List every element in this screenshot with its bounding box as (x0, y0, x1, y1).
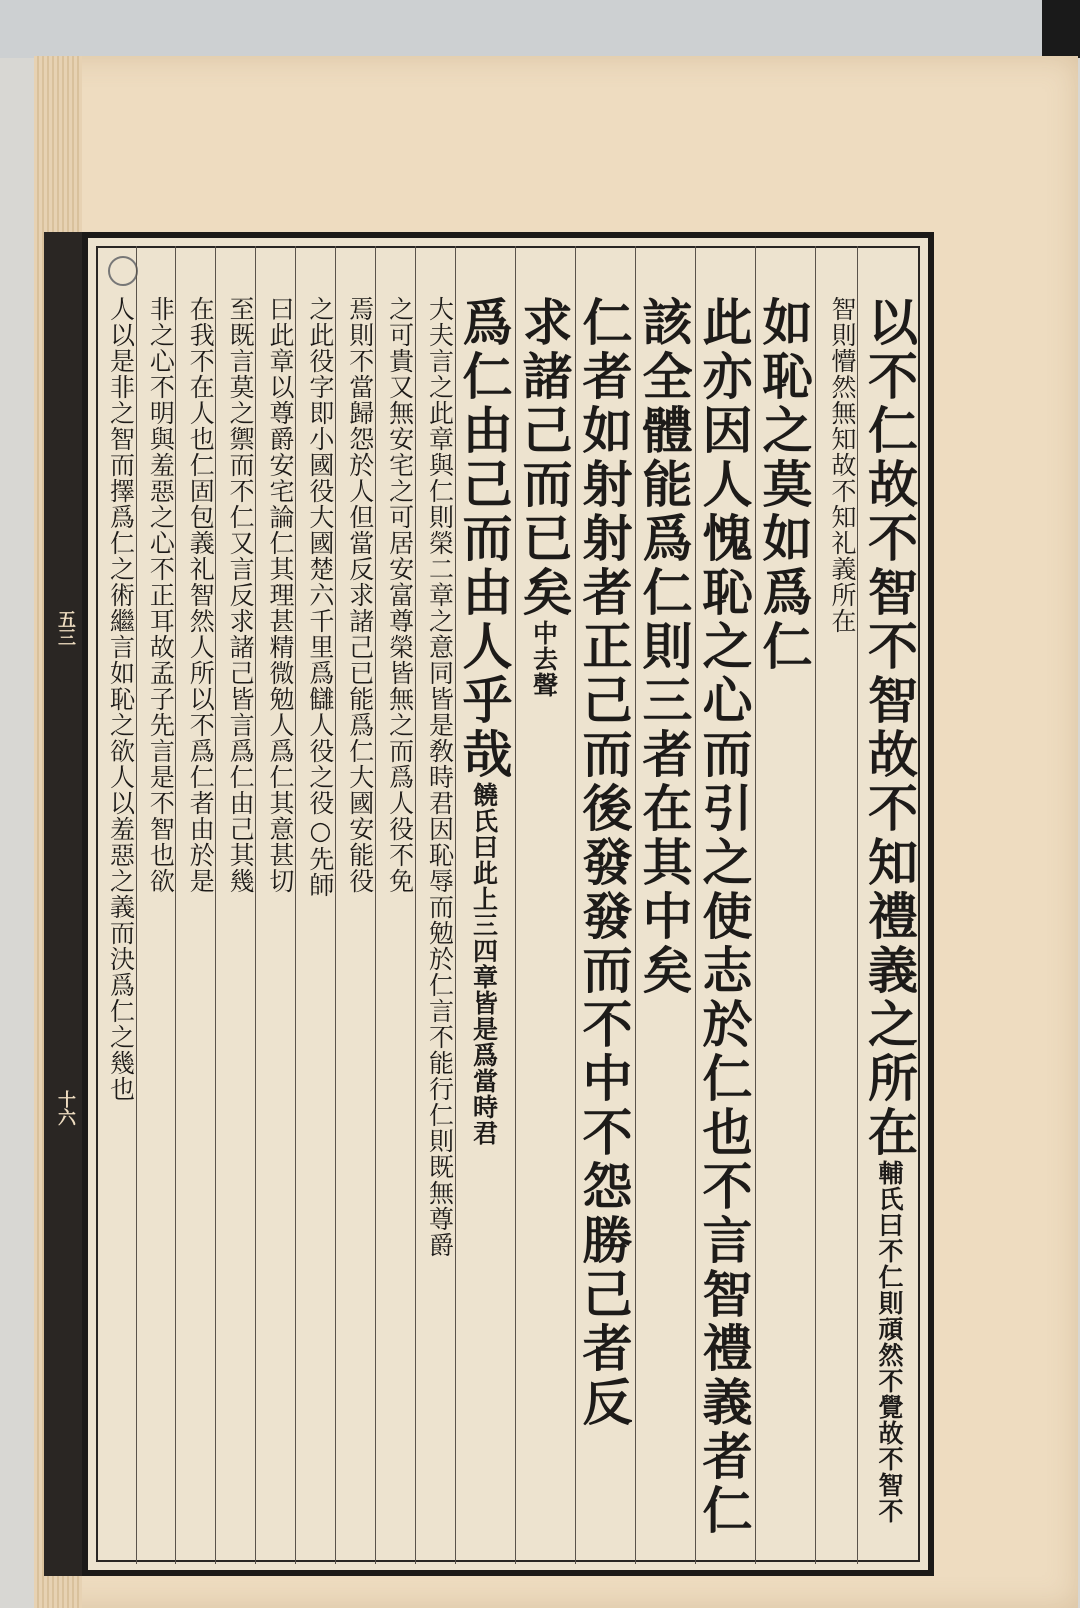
column-10-text: 之可貴又無安宅之可居安富尊榮皆無之而爲人役不免 (385, 296, 415, 894)
fishtail-margin (44, 232, 82, 1576)
column-5-text: 該全體能爲仁則三者在其中矣 (634, 296, 694, 998)
column-12-text: 之此役字即小國役大國楚六千里爲讎人役之役○先師 (305, 296, 335, 898)
column-17 (96, 246, 136, 1564)
column-17-text: 人以是非之智而擇爲仁之術繼言如恥之欲人以羞惡之義而決爲仁之幾也 (106, 296, 136, 1102)
column-16 (136, 246, 176, 1564)
text-columns (96, 246, 920, 1564)
column-5 (635, 246, 695, 1564)
column-6-text: 仁者如射射者正己而後發發而不中不怨勝己者反 (574, 296, 634, 1430)
column-8-note: 饒氏曰此上三四章皆是爲當時君 (469, 782, 499, 1146)
column-13 (255, 246, 295, 1564)
column-7-text: 求諸己而已矣 (514, 296, 574, 620)
column-7-note: 中去聲 (529, 620, 559, 698)
column-1-note: 輔氏曰不仁則頑然不覺故不智不 (875, 1160, 904, 1524)
column-2-text: 智則懵然無知故不知礼義所在 (828, 296, 857, 634)
column-1-text: 以不仁故不智不智故不知禮義之所在 (860, 296, 919, 1160)
column-3-text: 如恥之莫如爲仁 (754, 296, 814, 674)
column-9-text: 大夫言之此章與仁則榮二章之意同皆是敎時君因恥辱而勉於仁言不能行仁則既無尊爵 (425, 296, 455, 1258)
column-9 (415, 246, 455, 1564)
column-13-text: 曰此章以尊爵安宅論仁其理甚精微勉人爲仁其意甚切 (266, 296, 295, 894)
column-14 (215, 246, 255, 1564)
scanner-background (0, 0, 1080, 58)
column-4-text: 此亦因人愧恥之心而引之使志於仁也不言智禮義者仁 (694, 296, 754, 1538)
column-7 (515, 246, 575, 1564)
fold-marker: 十六 (55, 1090, 76, 1126)
column-15 (175, 246, 215, 1564)
scanner-edge (1042, 0, 1080, 58)
column-8 (455, 246, 515, 1564)
column-12 (295, 246, 335, 1564)
column-11 (335, 246, 375, 1564)
column-1 (857, 246, 920, 1564)
column-8-text: 爲仁由己而由人乎哉 (454, 296, 514, 782)
column-3 (755, 246, 815, 1564)
column-10 (375, 246, 415, 1564)
page-marker: 五三 (55, 610, 76, 646)
column-2 (815, 246, 858, 1564)
column-11-text: 焉則不當歸怨於人但當反求諸己已能爲仁大國安能役 (345, 296, 375, 894)
column-6 (575, 246, 635, 1564)
column-14-text: 至既言莫之禦而不仁又言反求諸己皆言爲仁由己其幾 (226, 296, 256, 894)
column-16-text: 非之心不明與羞惡之心不正耳故孟子先言是不智也欲 (146, 296, 176, 894)
column-15-text: 在我不在人也仁固包義礼智然人所以不爲仁者由於是 (186, 296, 216, 894)
column-4 (695, 246, 755, 1564)
